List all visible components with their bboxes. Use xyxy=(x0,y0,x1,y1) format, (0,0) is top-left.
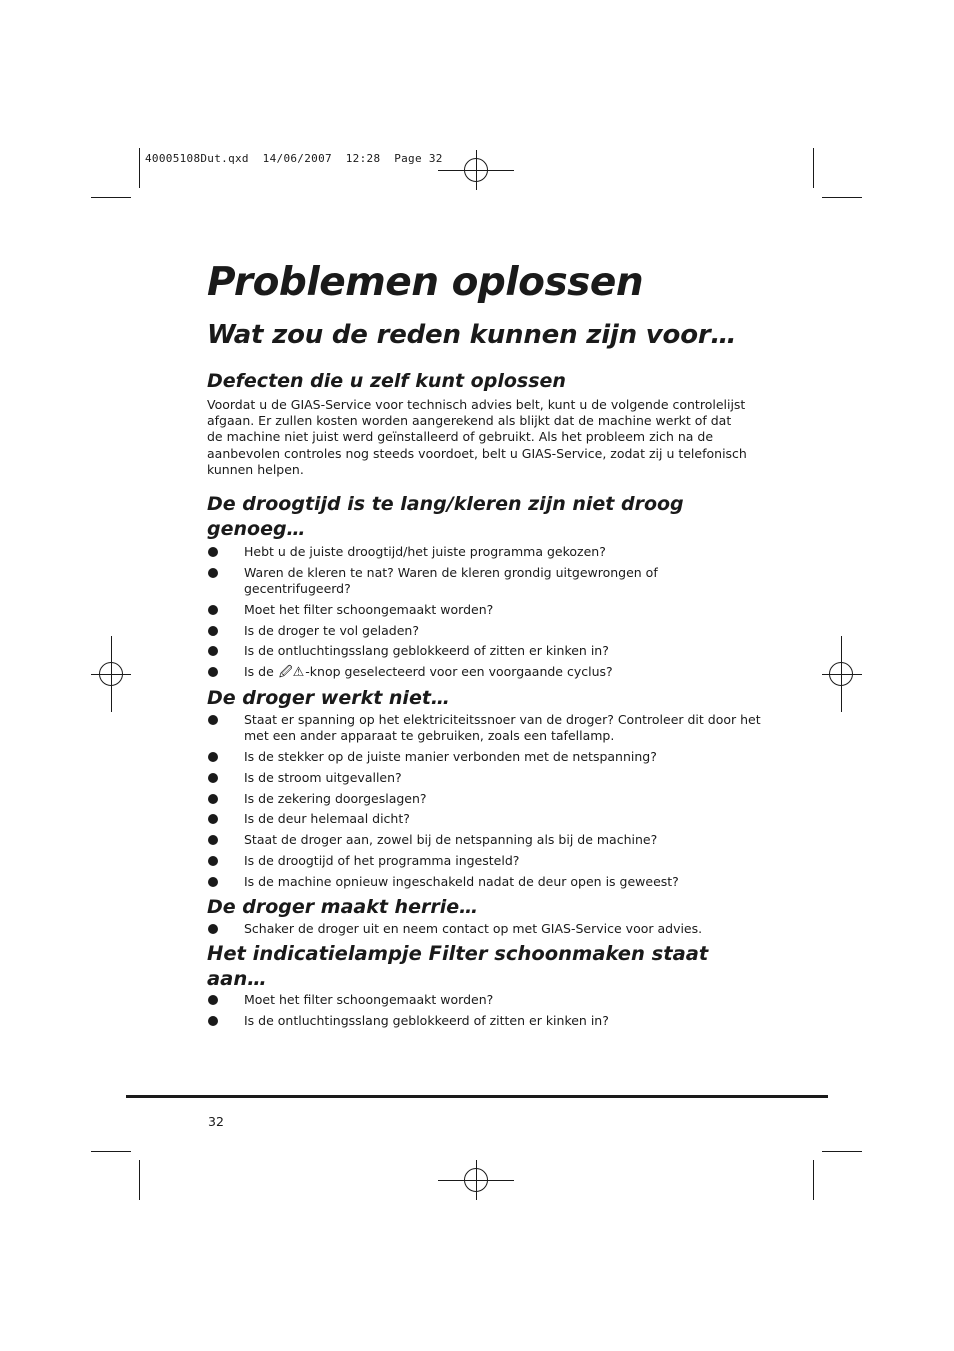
page-subtitle: Wat zou de reden kunnen zijn voor… xyxy=(207,320,737,350)
bullet-icon xyxy=(208,773,218,783)
bullet-icon xyxy=(208,877,218,887)
list-item: Is de stekker op de juiste manier verbonden met de netspanning? xyxy=(207,749,767,765)
crease-care-symbol-icon: 🖉⚠ xyxy=(278,665,305,681)
bullet-icon xyxy=(208,794,218,804)
page-number: 32 xyxy=(208,1114,224,1129)
bullet-icon xyxy=(208,752,218,762)
section-heading: Defecten die u zelf kunt oplossen xyxy=(207,370,566,392)
section-not-working xyxy=(207,686,767,890)
section-noise xyxy=(207,895,767,937)
checklist xyxy=(207,544,767,681)
list-item: Is de droger te vol geladen? xyxy=(207,623,767,639)
list-item: Is de ontluchtingsslang geblokkeerd of zitten er kinken in? xyxy=(207,1013,767,1029)
section-heading: Het indicatielampje Filter schoonmaken staat aan… xyxy=(207,942,709,991)
list-item: Is de 🖉⚠-knop geselecteerd voor een voorgaande cyclus? xyxy=(207,664,767,681)
bullet-icon xyxy=(208,715,218,725)
bullet-icon xyxy=(208,646,218,656)
crop-mark-bl-v xyxy=(139,1160,140,1200)
bullet-icon xyxy=(208,547,218,557)
crop-mark-tr-v xyxy=(813,148,814,188)
list-item: Hebt u de juiste droogtijd/het juiste programma gekozen? xyxy=(207,544,767,560)
crop-mark-tl-h xyxy=(91,197,131,198)
list-item: Is de deur helemaal dicht? xyxy=(207,811,767,827)
list-item: Is de machine opnieuw ingeschakeld nadat de deur open is geweest? xyxy=(207,874,767,890)
page-title: Problemen oplossen xyxy=(207,260,644,305)
section-drying-time xyxy=(207,492,767,681)
document-body xyxy=(207,258,767,1034)
footer-rule xyxy=(126,1095,828,1098)
bullet-icon xyxy=(208,667,218,677)
section-heading: De droogtijd is te lang/kleren zijn niet droog genoeg… xyxy=(207,493,684,541)
section-heading: De droger werkt niet… xyxy=(207,687,450,709)
list-item: Moet het filter schoongemaakt worden? xyxy=(207,602,767,618)
print-slug: 40005108Dut.qxd 14/06/2007 12:28 Page 32 xyxy=(145,152,443,165)
section-heading: De droger maakt herrie… xyxy=(207,895,479,918)
list-item: Is de droogtijd of het programma ingesteld? xyxy=(207,853,767,869)
list-item: Staat de droger aan, zowel bij de netspanning als bij de machine? xyxy=(207,832,767,848)
bullet-icon xyxy=(208,1016,218,1026)
bullet-icon xyxy=(208,814,218,824)
crop-mark-bl-h xyxy=(91,1151,131,1152)
bullet-icon xyxy=(208,626,218,636)
section-self-fix xyxy=(207,369,767,478)
list-item: Schaker de droger uit en neem contact op met GIAS-Service voor advies. xyxy=(207,921,767,937)
bullet-icon xyxy=(208,924,218,934)
bullet-icon xyxy=(208,568,218,578)
section-filter-light xyxy=(207,941,767,1029)
list-item: Is de ontluchtingsslang geblokkeerd of zitten er kinken in? xyxy=(207,643,767,659)
crop-mark-br-v xyxy=(813,1160,814,1200)
list-item: Is de zekering doorgeslagen? xyxy=(207,791,767,807)
bullet-icon xyxy=(208,856,218,866)
section-intro: Voordat u de GIAS-Service voor technisch advies belt, kunt u de volgende controlelijst afgaan. Er zullen kosten worden aangerekend als blijkt dat de machine werkt of dat de machine niet juist werd geïnstalleerd of gebruikt. Als het probleem zich na de aanbevolen controles nog steeds voordoet, belt u GIAS-Service, zodat zij u telefonisch kunnen helpen. xyxy=(207,397,747,477)
crop-mark-tr-h xyxy=(822,197,862,198)
checklist xyxy=(207,921,767,937)
list-item: Is de stroom uitgevallen? xyxy=(207,770,767,786)
crop-mark-tl-v xyxy=(139,148,140,188)
crop-mark-br-h xyxy=(822,1151,862,1152)
checklist xyxy=(207,712,767,890)
bullet-icon xyxy=(208,605,218,615)
list-item: Staat er spanning op het elektriciteitssnoer van de droger? Controleer dit door het met een ander apparaat te gebruiken, zoals een tafellamp. xyxy=(207,712,767,744)
list-item: Waren de kleren te nat? Waren de kleren grondig uitgewrongen of gecentrifugeerd? xyxy=(207,565,767,597)
checklist xyxy=(207,992,767,1029)
bullet-icon xyxy=(208,995,218,1005)
bullet-icon xyxy=(208,835,218,845)
list-item: Moet het filter schoongemaakt worden? xyxy=(207,992,767,1008)
